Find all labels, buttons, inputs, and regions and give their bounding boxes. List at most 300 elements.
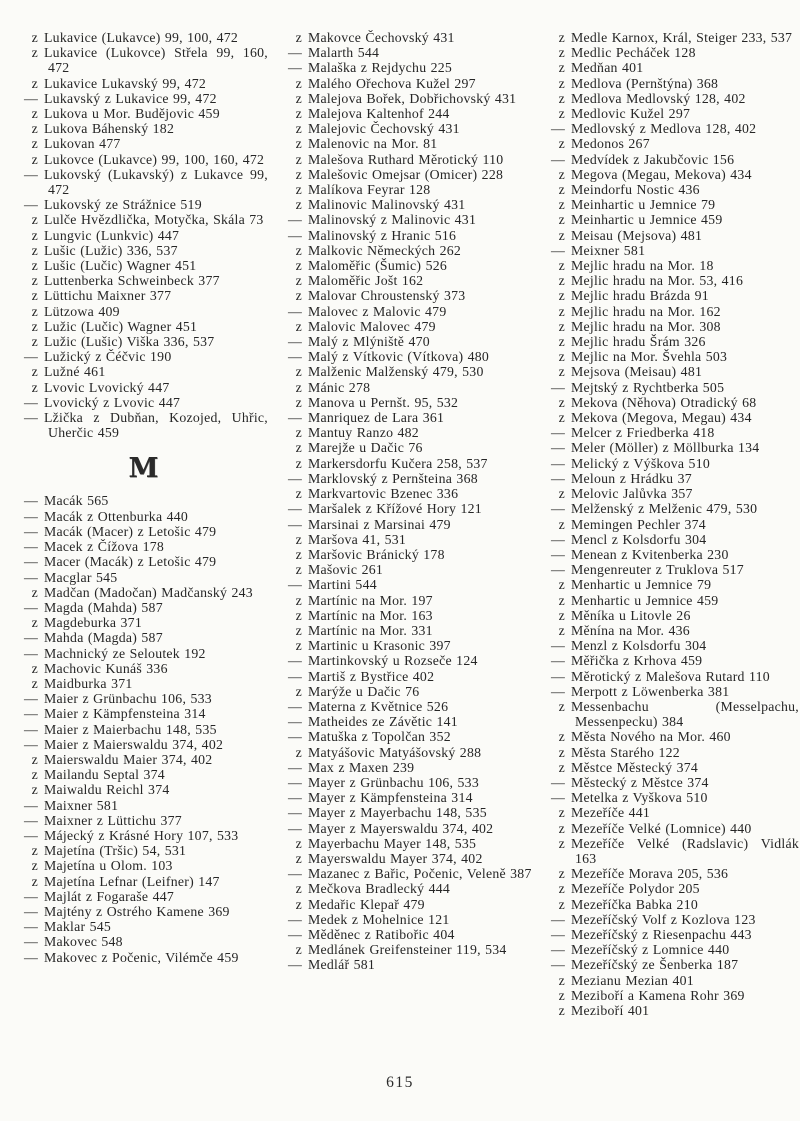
index-entry xyxy=(284,273,533,288)
entry-text: Macer (Macák) z Letošic 479 xyxy=(44,554,217,570)
index-column-1 xyxy=(20,30,268,965)
entry-prefix: z xyxy=(558,334,565,350)
index-entry xyxy=(547,760,799,775)
entry-text: Macglar 545 xyxy=(44,569,118,585)
entry-prefix: — xyxy=(23,797,38,813)
entry-text: Mayerbachu Mayer 148, 535 xyxy=(308,835,477,851)
entry-text: Menzl z Kolsdorfu 304 xyxy=(571,638,707,654)
index-entry xyxy=(20,706,268,721)
index-entry xyxy=(284,942,533,957)
entry-text: Matuška z Topolčan 352 xyxy=(308,729,451,745)
entry-text: Melický z Výškova 510 xyxy=(571,455,710,471)
entry-text: Melženský z Melženic 479, 530 xyxy=(571,501,758,517)
index-entry xyxy=(20,121,268,136)
entry-text: Martiš z Bystřice 402 xyxy=(308,668,435,684)
index-entry xyxy=(284,136,533,151)
entry-prefix: — xyxy=(23,691,38,707)
entry-prefix: — xyxy=(550,942,565,958)
entry-prefix: — xyxy=(550,440,565,456)
index-entry xyxy=(284,258,533,273)
index-entry xyxy=(547,76,799,91)
entry-prefix: z xyxy=(558,698,565,714)
entry-prefix: z xyxy=(31,782,38,798)
entry-text: Marýže u Dačic 76 xyxy=(308,683,420,699)
index-entry xyxy=(547,897,799,912)
entry-prefix: — xyxy=(287,714,302,730)
entry-prefix: z xyxy=(558,288,565,304)
index-entry xyxy=(284,349,533,364)
entry-text: Mayer z Mayerbachu 148, 535 xyxy=(308,805,487,821)
entry-text: Majetína u Olom. 103 xyxy=(44,858,173,874)
entry-prefix: z xyxy=(295,30,302,45)
entry-text: Materna z Květnice 526 xyxy=(308,698,449,714)
entry-prefix: z xyxy=(31,106,38,122)
index-entry xyxy=(547,608,799,623)
entry-text: Martínic na Mor. 163 xyxy=(308,607,433,623)
entry-text: Madčan (Madočan) Madčanský 243 xyxy=(44,584,253,600)
entry-prefix: z xyxy=(295,942,302,958)
index-entry xyxy=(547,456,799,471)
index-entry xyxy=(284,380,533,395)
entry-text: Medlovský z Medlova 128, 402 xyxy=(571,121,757,137)
index-entry xyxy=(547,805,799,820)
entry-prefix: z xyxy=(31,136,38,152)
entry-text: Městecký z Městce 374 xyxy=(571,774,709,790)
entry-text: Max z Maxen 239 xyxy=(308,759,415,775)
entry-text: Malinovský z Hranic 516 xyxy=(308,227,457,243)
entry-text: Mekova (Megova, Megau) 434 xyxy=(571,410,752,426)
index-entry xyxy=(284,653,533,668)
entry-text: Lukova Báhenský 182 xyxy=(44,121,175,137)
entry-text: Města Starého 122 xyxy=(571,744,680,760)
entry-prefix: z xyxy=(558,622,565,638)
entry-text: Metelka z Vyškova 510 xyxy=(571,790,708,806)
index-entry xyxy=(547,364,799,379)
index-entry xyxy=(547,304,799,319)
entry-prefix: z xyxy=(31,121,38,137)
index-entry xyxy=(20,585,268,600)
entry-text: Medlovic Kužel 297 xyxy=(571,106,691,122)
index-entry xyxy=(547,45,799,60)
entry-text: Malovec z Malovic 479 xyxy=(308,303,447,319)
index-entry xyxy=(547,623,799,638)
index-entry xyxy=(284,486,533,501)
index-entry xyxy=(284,577,533,592)
entry-text: Měřička z Krhova 459 xyxy=(571,653,703,669)
entry-text: Mejtský z Rychtberka 505 xyxy=(571,379,725,395)
index-entry xyxy=(20,646,268,661)
index-entry xyxy=(284,866,533,881)
entry-prefix: — xyxy=(287,820,302,836)
index-entry xyxy=(547,486,799,501)
entry-text: Meler (Möller) z Möllburka 134 xyxy=(571,440,760,456)
entry-text: Maršalek z Křížové Hory 121 xyxy=(308,501,482,517)
entry-text: Lužický z Čéčvic 190 xyxy=(44,349,172,365)
entry-prefix: — xyxy=(287,334,302,350)
entry-prefix: — xyxy=(23,812,38,828)
entry-text: Maier z Maierbachu 148, 535 xyxy=(44,721,217,737)
entry-prefix: — xyxy=(550,151,565,167)
entry-prefix: z xyxy=(558,607,565,623)
entry-prefix: — xyxy=(550,121,565,137)
entry-text: Messenbachu (Messelpachu, Messenpecku) 384 xyxy=(571,698,799,730)
entry-prefix: — xyxy=(287,501,302,517)
index-entry xyxy=(20,76,268,91)
index-entry xyxy=(547,957,799,972)
entry-prefix: — xyxy=(23,934,38,950)
entry-text: Mencl z Kolsdorfu 304 xyxy=(571,531,707,547)
entry-text: Malejova Kaltenhof 244 xyxy=(308,106,450,122)
entry-prefix: z xyxy=(558,987,565,1003)
entry-text: Magda (Mahda) 587 xyxy=(44,599,163,615)
entry-prefix: — xyxy=(287,349,302,365)
entry-prefix: z xyxy=(295,273,302,289)
entry-text: Matheides ze Závětic 141 xyxy=(308,714,458,730)
entry-prefix: z xyxy=(558,75,565,91)
entry-text: Mejlic hradu na Mor. 53, 416 xyxy=(571,273,744,289)
entry-prefix: z xyxy=(295,744,302,760)
index-entry xyxy=(20,395,268,410)
entry-text: Mezeříče Velké (Lomnice) 440 xyxy=(571,820,752,836)
entry-text: Maier z Grünbachu 106, 533 xyxy=(44,691,212,707)
index-entry xyxy=(20,509,268,524)
entry-prefix: — xyxy=(287,516,302,532)
index-entry xyxy=(547,881,799,896)
index-entry xyxy=(547,136,799,151)
index-entry xyxy=(284,836,533,851)
entry-prefix: — xyxy=(23,706,38,722)
index-entry xyxy=(547,866,799,881)
entry-text: Magdeburka 371 xyxy=(44,615,142,631)
index-entry xyxy=(547,349,799,364)
entry-text: Maklar 545 xyxy=(44,919,112,935)
entry-text: Lukavice Lukavský 99, 472 xyxy=(44,75,207,91)
entry-prefix: z xyxy=(558,182,565,198)
index-entry xyxy=(284,228,533,243)
index-entry xyxy=(284,562,533,577)
index-entry xyxy=(547,60,799,75)
index-entry xyxy=(284,243,533,258)
entry-prefix: z xyxy=(558,394,565,410)
entry-text: Malženic Malženský 479, 530 xyxy=(308,364,484,380)
entry-prefix: z xyxy=(295,562,302,578)
index-entry xyxy=(20,843,268,858)
entry-prefix: — xyxy=(287,303,302,319)
entry-text: Lužné 461 xyxy=(44,364,106,380)
entry-prefix: z xyxy=(31,75,38,91)
entry-text: Lžička z Dubňan, Kozojed, Uhřic, Uherčic 459 xyxy=(44,410,268,441)
index-entry xyxy=(20,570,268,585)
entry-text: Maier z Maierswaldu 374, 402 xyxy=(44,736,224,752)
index-entry xyxy=(547,501,799,516)
entry-prefix: z xyxy=(295,258,302,274)
entry-text: Martinic u Krasonic 397 xyxy=(308,638,451,654)
entry-prefix: — xyxy=(550,683,565,699)
index-entry xyxy=(20,380,268,395)
index-entry xyxy=(284,456,533,471)
entry-prefix: z xyxy=(295,182,302,198)
entry-prefix: z xyxy=(558,166,565,182)
entry-text: Města Nového na Mor. 460 xyxy=(571,729,731,745)
entry-text: Mezeříčský Volf z Kozlova 123 xyxy=(571,911,756,927)
entry-text: Mánic 278 xyxy=(308,379,371,395)
entry-prefix: — xyxy=(287,577,302,593)
entry-text: Lukovský (Lukavský) z Lukavce 99, 472 xyxy=(44,166,268,198)
index-entry xyxy=(20,828,268,843)
index-entry xyxy=(284,699,533,714)
entry-prefix: — xyxy=(23,736,38,752)
entry-text: Macek z Čížova 178 xyxy=(44,539,165,555)
entry-prefix: — xyxy=(550,926,565,942)
entry-prefix: z xyxy=(295,288,302,304)
entry-prefix: z xyxy=(558,410,565,426)
index-entry xyxy=(547,243,799,258)
index-entry xyxy=(20,91,268,106)
index-entry xyxy=(284,167,533,182)
entry-text: Měděnec z Ratibořic 404 xyxy=(308,926,455,942)
index-entry xyxy=(284,638,533,653)
entry-prefix: z xyxy=(31,258,38,274)
index-entry xyxy=(20,288,268,303)
entry-text: Lukovský ze Strážnice 519 xyxy=(44,197,202,213)
entry-prefix: — xyxy=(550,379,565,395)
entry-text: Malinovský z Malinovic 431 xyxy=(308,212,477,228)
entry-prefix: z xyxy=(31,227,38,243)
index-entry xyxy=(547,182,799,197)
index-entry xyxy=(547,973,799,988)
entry-text: Mailandu Septal 374 xyxy=(44,767,165,783)
index-entry xyxy=(547,106,799,121)
entry-text: Mejlic hradu Šrám 326 xyxy=(571,334,706,350)
entry-text: Meisau (Mejsova) 481 xyxy=(571,227,703,243)
entry-prefix: z xyxy=(558,486,565,502)
entry-prefix: — xyxy=(23,410,38,426)
index-entry xyxy=(20,493,268,508)
entry-prefix: — xyxy=(287,774,302,790)
entry-text: Markersdorfu Kučera 258, 537 xyxy=(308,455,488,471)
entry-prefix: z xyxy=(295,486,302,502)
entry-text: Martinkovský u Rozseče 124 xyxy=(308,653,478,669)
entry-prefix: z xyxy=(295,394,302,410)
entry-text: Lukavský z Lukavice 99, 472 xyxy=(44,90,217,106)
entry-text: Machovic Kunáš 336 xyxy=(44,660,168,676)
index-column-3 xyxy=(547,30,799,1018)
index-entry xyxy=(20,798,268,813)
entry-text: Meziboří a Kamena Rohr 369 xyxy=(571,987,745,1003)
entry-text: Lušic (Lučic) Wagner 451 xyxy=(44,258,197,274)
entry-text: Medlova (Pernštýna) 368 xyxy=(571,75,719,91)
entry-text: Mejlic hradu na Mor. 18 xyxy=(571,258,714,274)
index-entry xyxy=(547,228,799,243)
entry-prefix: z xyxy=(295,166,302,182)
entry-text: Lužic (Lušic) Viška 336, 537 xyxy=(44,334,215,350)
index-entry xyxy=(284,821,533,836)
entry-prefix: — xyxy=(550,653,565,669)
entry-prefix: z xyxy=(31,45,38,61)
entry-prefix: z xyxy=(558,303,565,319)
entry-prefix: — xyxy=(287,698,302,714)
index-entry xyxy=(284,364,533,379)
entry-text: Meindorfu Nostic 436 xyxy=(571,182,700,198)
index-entry xyxy=(284,410,533,425)
entry-text: Mezeříčka Babka 210 xyxy=(571,896,699,912)
entry-text: Majtény z Ostrého Kamene 369 xyxy=(44,903,230,919)
entry-text: Manriquez de Lara 361 xyxy=(308,410,445,426)
index-entry xyxy=(20,904,268,919)
index-entry xyxy=(284,121,533,136)
entry-prefix: z xyxy=(558,106,565,122)
entry-prefix: — xyxy=(287,805,302,821)
entry-prefix: z xyxy=(558,212,565,228)
entry-text: Majlát z Fogaraše 447 xyxy=(44,888,175,904)
entry-text: Medlic Pecháček 128 xyxy=(571,45,696,61)
entry-text: Meloun z Hrádku 37 xyxy=(571,470,692,486)
index-entry xyxy=(20,615,268,630)
entry-prefix: z xyxy=(558,1003,565,1018)
index-entry xyxy=(547,699,799,729)
index-entry xyxy=(547,942,799,957)
entry-prefix: z xyxy=(31,318,38,334)
entry-prefix: z xyxy=(295,440,302,456)
index-entry xyxy=(284,106,533,121)
entry-text: Manova u Pernšt. 95, 532 xyxy=(308,394,459,410)
index-entry xyxy=(284,760,533,775)
entry-text: Memingen Pechler 374 xyxy=(571,516,706,532)
entry-text: Medlář 581 xyxy=(308,957,376,973)
entry-prefix: — xyxy=(550,911,565,927)
index-entry xyxy=(284,425,533,440)
entry-text: Mašovic 261 xyxy=(308,562,384,578)
index-entry xyxy=(284,957,533,972)
entry-prefix: — xyxy=(287,668,302,684)
index-entry xyxy=(284,805,533,820)
index-entry xyxy=(547,197,799,212)
entry-prefix: z xyxy=(558,744,565,760)
entry-text: Medonos 267 xyxy=(571,136,650,152)
entry-text: Melovic Jalůvka 357 xyxy=(571,486,693,502)
entry-prefix: — xyxy=(23,919,38,935)
index-entry xyxy=(20,813,268,828)
entry-prefix: — xyxy=(287,790,302,806)
entry-prefix: — xyxy=(23,539,38,555)
index-entry xyxy=(547,212,799,227)
entry-text: Mejlic hradu Brázda 91 xyxy=(571,288,709,304)
entry-prefix: z xyxy=(295,106,302,122)
entry-text: Maloměřic Jošt 162 xyxy=(308,273,424,289)
entry-text: Mengenreuter z Truklova 517 xyxy=(571,562,744,578)
entry-prefix: z xyxy=(295,683,302,699)
index-entry xyxy=(20,334,268,349)
entry-text: Maršova 41, 531 xyxy=(308,531,407,547)
index-entry xyxy=(284,669,533,684)
index-entry xyxy=(547,547,799,562)
entry-prefix: z xyxy=(558,90,565,106)
entry-text: Lužic (Lučic) Wagner 451 xyxy=(44,318,198,334)
index-entry xyxy=(547,684,799,699)
entry-text: Machnický ze Seloutek 192 xyxy=(44,645,206,661)
entry-prefix: z xyxy=(558,577,565,593)
entry-text: Lvovic Lvovický 447 xyxy=(44,379,170,395)
index-entry xyxy=(20,136,268,151)
entry-text: Markvartovic Bzenec 336 xyxy=(308,486,459,502)
entry-prefix: — xyxy=(23,827,38,843)
index-entry xyxy=(547,790,799,805)
entry-text: Majetína Lefnar (Leifner) 147 xyxy=(44,873,220,889)
index-entry xyxy=(284,304,533,319)
entry-text: Macák 565 xyxy=(44,493,109,509)
index-entry xyxy=(284,197,533,212)
entry-prefix: z xyxy=(31,288,38,304)
entry-prefix: z xyxy=(558,820,565,836)
entry-prefix: — xyxy=(550,470,565,486)
entry-prefix: — xyxy=(550,638,565,654)
entry-prefix: z xyxy=(295,379,302,395)
entry-prefix: — xyxy=(23,599,38,615)
entry-text: Macák (Macer) z Letošic 479 xyxy=(44,523,217,539)
entry-prefix: z xyxy=(295,592,302,608)
entry-prefix: z xyxy=(558,972,565,988)
entry-prefix: z xyxy=(31,615,38,631)
entry-prefix: — xyxy=(550,455,565,471)
index-entry xyxy=(284,775,533,790)
index-entry xyxy=(284,684,533,699)
entry-prefix: — xyxy=(287,410,302,426)
entry-text: Medařic Klepař 479 xyxy=(308,896,425,912)
index-entry xyxy=(547,562,799,577)
entry-text: Maierswaldu Maier 374, 402 xyxy=(44,751,213,767)
index-entry xyxy=(547,912,799,927)
entry-text: Mazanec z Bařic, Počenic, Veleně 387 xyxy=(308,866,532,882)
entry-text: Martínic na Mor. 331 xyxy=(308,622,433,638)
entry-prefix: — xyxy=(550,668,565,684)
entry-prefix: z xyxy=(295,121,302,137)
entry-prefix: — xyxy=(23,523,38,539)
entry-prefix: — xyxy=(23,394,38,410)
index-entry xyxy=(284,851,533,866)
index-entry xyxy=(547,334,799,349)
entry-text: Malý z Mlýniště 470 xyxy=(308,334,430,350)
entry-prefix: — xyxy=(550,774,565,790)
index-entry xyxy=(547,745,799,760)
entry-prefix: z xyxy=(558,45,565,61)
entry-prefix: — xyxy=(287,729,302,745)
index-entry xyxy=(20,889,268,904)
entry-text: Medlánek Greifensteiner 119, 534 xyxy=(308,942,507,958)
entry-text: Martínic na Mor. 197 xyxy=(308,592,433,608)
entry-prefix: — xyxy=(287,212,302,228)
entry-prefix: z xyxy=(295,75,302,91)
entry-text: Mayer z Mayerswaldu 374, 402 xyxy=(308,820,494,836)
index-entry xyxy=(547,988,799,1003)
entry-prefix: — xyxy=(23,569,38,585)
entry-text: Malenovic na Mor. 81 xyxy=(308,136,438,152)
section-heading: M xyxy=(128,453,160,485)
index-entry xyxy=(284,501,533,516)
entry-prefix: — xyxy=(23,645,38,661)
entry-prefix: z xyxy=(295,881,302,897)
index-entry xyxy=(20,661,268,676)
entry-text: Maiwaldu Reichl 374 xyxy=(44,782,170,798)
entry-prefix: z xyxy=(31,767,38,783)
entry-prefix: — xyxy=(287,227,302,243)
index-entry xyxy=(284,608,533,623)
entry-text: Mečkova Bradlecký 444 xyxy=(308,881,451,897)
entry-prefix: z xyxy=(295,622,302,638)
entry-prefix: z xyxy=(558,881,565,897)
entry-prefix: z xyxy=(31,242,38,258)
index-entry xyxy=(20,691,268,706)
index-entry xyxy=(20,524,268,539)
